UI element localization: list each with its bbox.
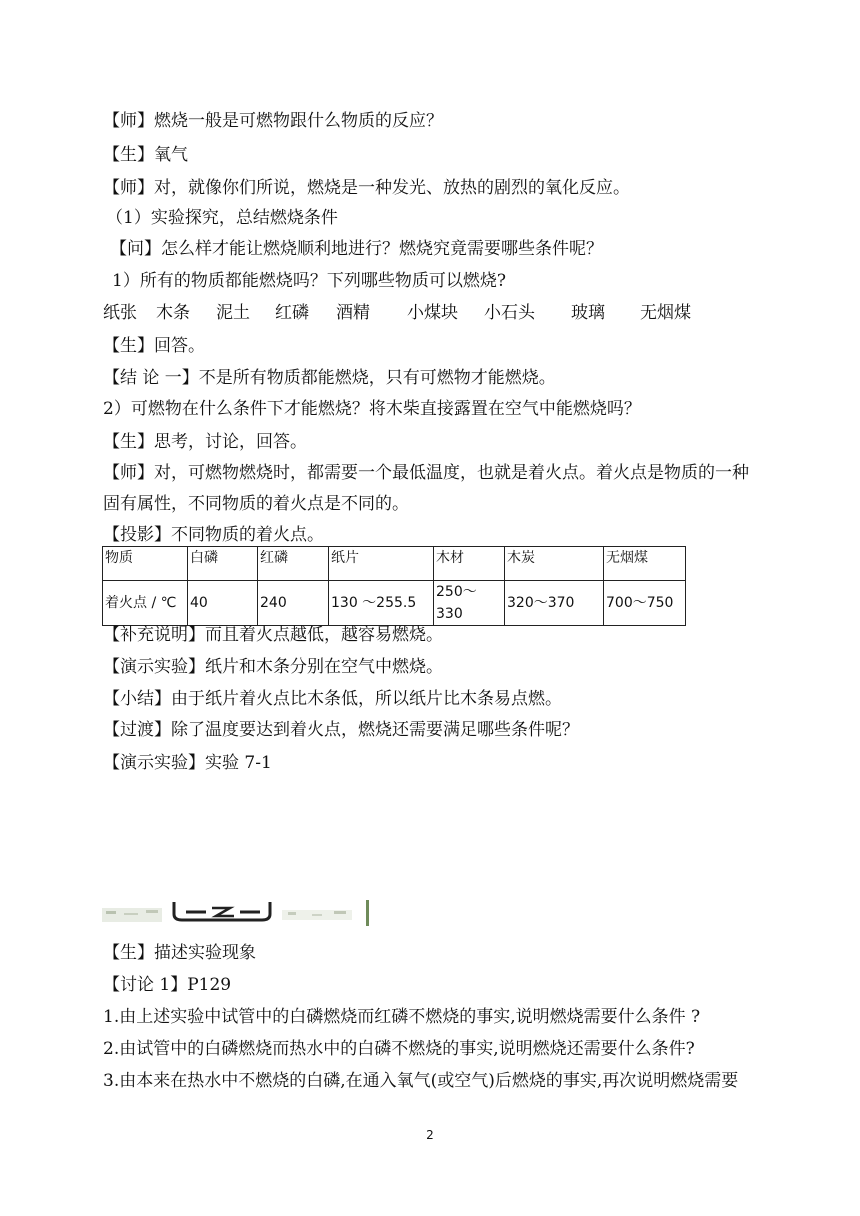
table-cell: 240 bbox=[258, 581, 329, 626]
substance-item: 小石头 bbox=[484, 303, 535, 323]
substance-item: 红磷 bbox=[275, 303, 309, 323]
text-line: 【问】怎么样才能让燃烧顺利地进行？燃烧究竟需要哪些条件呢？ bbox=[110, 239, 603, 259]
text-line: 【生】回答。 bbox=[103, 336, 205, 356]
table-cell: 700～750 bbox=[604, 581, 686, 626]
ignition-point-table bbox=[102, 546, 686, 626]
text-line: 固有属性，不同物质的着火点是不同的。 bbox=[103, 494, 409, 514]
table-header-cell: 红磷 bbox=[258, 547, 329, 581]
table-cell: 250～330 bbox=[434, 581, 505, 626]
substance-item: 无烟煤 bbox=[640, 303, 691, 323]
substance-item: 纸张 bbox=[103, 303, 137, 323]
substance-item: 木条 bbox=[156, 303, 190, 323]
text-line: 【师】对，就像你们所说，燃烧是一种发光、放热的剧烈的氧化反应。 bbox=[103, 178, 630, 198]
table-row bbox=[103, 581, 686, 626]
table-cell: 130 ～255.5 bbox=[329, 581, 434, 626]
table-header-cell: 白磷 bbox=[188, 547, 258, 581]
substance-item: 酒精 bbox=[336, 303, 370, 323]
conclusion-line: 【结 论 一】不是所有物质都能燃烧，只有可燃物才能燃烧。 bbox=[103, 368, 556, 388]
text-line: 【演示实验】纸片和木条分别在空气中燃烧。 bbox=[103, 657, 443, 677]
text-line: 【生】描述实验现象 bbox=[103, 943, 256, 963]
table-header-row bbox=[103, 547, 686, 581]
substance-item: 玻璃 bbox=[571, 303, 605, 323]
question-line: 1.由上述实验中试管中的白磷燃烧而红磷不燃烧的事实,说明燃烧需要什么条件 ? bbox=[103, 1007, 701, 1027]
question-line: 2.由试管中的白磷燃烧而热水中的白磷不燃烧的事实,说明燃烧还需要什么条件? bbox=[103, 1039, 695, 1059]
text-line: 【小结】由于纸片着火点比木条低，所以纸片比木条易点燃。 bbox=[103, 689, 562, 709]
question-line: 3.由本来在热水中不燃烧的白磷,在通入氧气(或空气)后燃烧的事实,再次说明燃烧需要 bbox=[103, 1071, 739, 1091]
text-line: 2）可燃物在什么条件下才能燃烧？将木柴直接露置在空气中能燃烧吗？ bbox=[103, 399, 641, 419]
text-line: 【过渡】除了温度要达到着火点，燃烧还需要满足哪些条件呢？ bbox=[103, 720, 579, 740]
table-cell: 着火点 / ℃ bbox=[103, 581, 188, 626]
text-line: 【生】思考，讨论，回答。 bbox=[103, 432, 307, 452]
table-cell: 320～370 bbox=[505, 581, 604, 626]
text-line: 【补充说明】而且着火点越低，越容易燃烧。 bbox=[103, 625, 443, 645]
table-header-cell: 木材 bbox=[434, 547, 505, 581]
substance-item: 泥土 bbox=[216, 303, 250, 323]
text-line: 【生】氧气 bbox=[103, 145, 188, 165]
table-header-cell: 无烟煤 bbox=[604, 547, 686, 581]
substance-list bbox=[103, 302, 743, 324]
section-heading: （1）实验探究，总结燃烧条件 bbox=[106, 208, 338, 228]
substance-item: 小煤块 bbox=[407, 303, 458, 323]
text-line: 1）所有的物质都能燃烧吗？下列哪些物质可以燃烧? bbox=[112, 271, 506, 291]
table-header-cell: 木炭 bbox=[505, 547, 604, 581]
text-line: 【师】对，可燃物燃烧时，都需要一个最低温度，也就是着火点。着火点是物质的一种 bbox=[103, 463, 749, 483]
table-cell: 40 bbox=[188, 581, 258, 626]
table-header-cell: 纸片 bbox=[329, 547, 434, 581]
experiment-figure-image bbox=[102, 900, 370, 926]
discussion-heading: 【讨论 1】P129 bbox=[103, 975, 232, 995]
table-header-cell: 物质 bbox=[103, 547, 188, 581]
text-line: 【投影】不同物质的着火点。 bbox=[103, 525, 324, 545]
text-line: 【师】燃烧一般是可燃物跟什么物质的反应？ bbox=[103, 111, 443, 131]
page-number: 2 bbox=[426, 1128, 434, 1142]
text-line: 【演示实验】实验 7-1 bbox=[103, 753, 272, 773]
